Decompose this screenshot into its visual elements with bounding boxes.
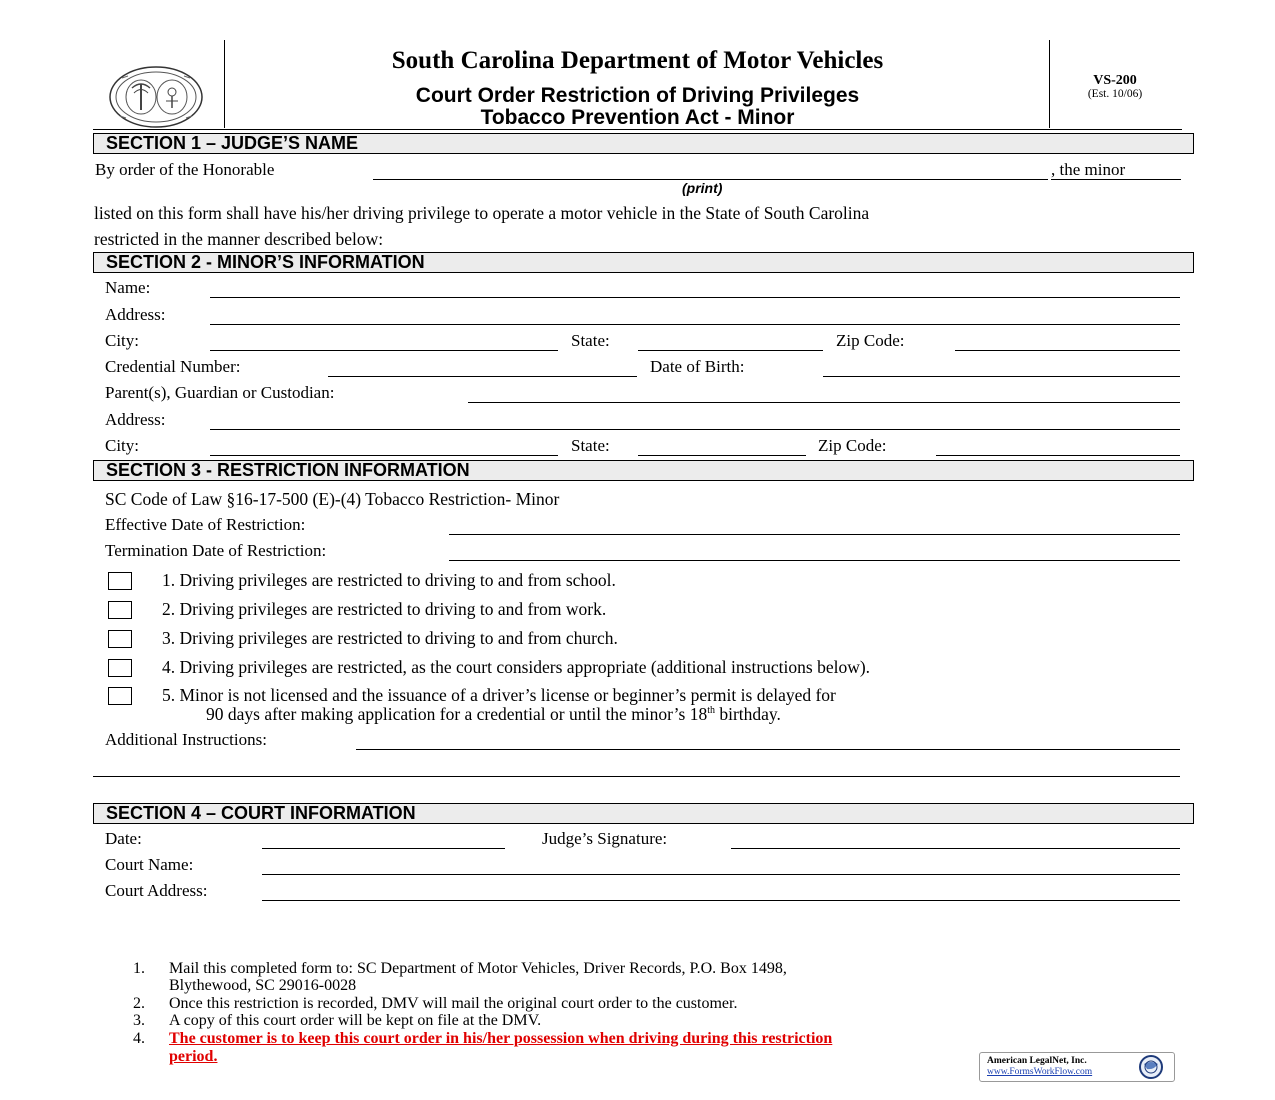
option-delayed-license-cont (206, 704, 781, 725)
option-delayed-license-checkbox[interactable] (108, 687, 132, 705)
legalnet-url[interactable]: www.FormsWorkFlow.com (987, 1067, 1093, 1077)
header-rule (93, 129, 1182, 130)
parent-guardian-field[interactable] (468, 385, 1180, 403)
option-school-label: 1. Driving privileges are restricted to driving to and from school. (162, 570, 616, 590)
option-church-label: 3. Driving privileges are restricted to driving to and from church. (162, 628, 618, 648)
credential-number-field[interactable] (328, 359, 637, 377)
date-label: Date: (105, 829, 142, 848)
court-address-field[interactable] (262, 883, 1180, 901)
judge-signature-label: Judge’s Signature: (542, 829, 668, 848)
option-court-discretion-checkbox[interactable] (108, 659, 132, 677)
additional-instructions-line2[interactable] (93, 776, 1180, 777)
parent-label: Parent(s), Guardian or Custodian: (105, 383, 335, 402)
minor-name-field[interactable] (210, 280, 1180, 298)
judge-signature-field[interactable] (731, 831, 1180, 849)
parent-city-field[interactable] (210, 438, 558, 456)
form-est-date: (Est. 10/06) (1087, 88, 1143, 100)
option-work-checkbox[interactable] (108, 601, 132, 619)
minor-address-field[interactable] (210, 307, 1180, 325)
court-name-field[interactable] (262, 857, 1180, 875)
legalnet-badge[interactable] (979, 1052, 1175, 1082)
court-address-label: Court Address: (105, 881, 208, 900)
effective-date-label: Effective Date of Restriction: (105, 515, 306, 534)
option5-cont-text: 90 days after making application for a credential or until the minor’s 18 (206, 704, 708, 724)
parent-zip-label: Zip Code: (818, 436, 887, 455)
note4-number: 4. (133, 1030, 145, 1047)
court-date-field[interactable] (262, 831, 505, 849)
parent-state-field[interactable] (638, 438, 806, 456)
additional-instructions-label: Additional Instructions: (105, 730, 267, 749)
termination-date-label: Termination Date of Restriction: (105, 541, 327, 560)
parent-zip-field[interactable] (936, 438, 1180, 456)
judge-name-field[interactable] (373, 161, 1048, 180)
termination-date-field[interactable] (449, 543, 1180, 561)
zip-label: Zip Code: (836, 331, 905, 350)
note3-number: 3. (133, 1012, 145, 1029)
minor-zip-field[interactable] (955, 333, 1180, 351)
section1-body-line1: listed on this form shall have his/her driving privilege to operate a motor vehicle in the State of South Carolina (94, 203, 870, 223)
parent-state-label: State: (571, 436, 610, 455)
the-minor-label: , the minor (1051, 160, 1126, 179)
globe-logo-icon (1138, 1054, 1164, 1080)
by-order-label: By order of the Honorable (95, 160, 275, 179)
note4-line2: period. (169, 1048, 218, 1065)
dob-label: Date of Birth: (650, 357, 745, 376)
header-divider-left (224, 40, 225, 128)
legalnet-company: American LegalNet, Inc. (987, 1056, 1087, 1066)
note1-line2: Blythewood, SC 29016-0028 (169, 977, 357, 994)
credential-label: Credential Number: (105, 357, 241, 376)
code-of-law: SC Code of Law §16-17-500 (E)-(4) Tobacco Restriction- Minor (105, 489, 560, 509)
section3-heading: SECTION 3 - RESTRICTION INFORMATION (93, 460, 1194, 481)
option-church-checkbox[interactable] (108, 630, 132, 648)
note1-number: 1. (133, 960, 145, 977)
option-work-label: 2. Driving privileges are restricted to driving to and from work. (162, 599, 607, 619)
minor-city-field[interactable] (210, 333, 558, 351)
agency-name: South Carolina Department of Motor Vehicles (391, 47, 884, 74)
minor-state-field[interactable] (638, 333, 823, 351)
section1-heading: SECTION 1 – JUDGE’S NAME (93, 133, 1194, 154)
option-delayed-license-label: 5. Minor is not licensed and the issuance of a driver’s license or beginner’s permit is delayed for (162, 685, 836, 705)
state-seal-icon (108, 66, 204, 128)
option-court-discretion-label: 4. Driving privileges are restricted, as the court considers appropriate (additional instructions below). (162, 657, 871, 677)
note1-line1: Mail this completed form to: SC Department of Motor Vehicles, Driver Records, P.O. Box 1498, (169, 960, 787, 977)
name-label: Name: (105, 278, 151, 297)
note2-text: Once this restriction is recorded, DMV will mail the original court order to the customer. (169, 995, 738, 1012)
effective-date-field[interactable] (449, 517, 1180, 535)
section1-body-line2: restricted in the manner described below: (94, 229, 384, 249)
note2-number: 2. (133, 995, 145, 1012)
the-minor-rule (1051, 179, 1181, 180)
option-school-checkbox[interactable] (108, 572, 132, 590)
parent-address-field[interactable] (210, 412, 1180, 430)
address-label: Address: (105, 305, 166, 324)
form-subtitle: Tobacco Prevention Act - Minor (480, 106, 795, 129)
city-label: City: (105, 331, 140, 350)
section2-heading: SECTION 2 - MINOR’S INFORMATION (93, 252, 1194, 273)
option5-end-text: birthday. (714, 704, 781, 724)
note4-line1: The customer is to keep this court order in his/her possession when driving during this restriction (169, 1030, 833, 1047)
date-of-birth-field[interactable] (823, 359, 1180, 377)
form-title: Court Order Restriction of Driving Privileges (415, 84, 860, 107)
form-number: VS-200 (1093, 73, 1137, 88)
print-hint: (print) (682, 180, 723, 196)
parent-city-label: City: (105, 436, 140, 455)
additional-instructions-field[interactable] (356, 732, 1180, 750)
court-name-label: Court Name: (105, 855, 194, 874)
note3-text: A copy of this court order will be kept on file at the DMV. (169, 1012, 542, 1029)
parent-address-label: Address: (105, 410, 166, 429)
state-label: State: (571, 331, 610, 350)
header-divider-right (1049, 40, 1050, 128)
section4-heading: SECTION 4 – COURT INFORMATION (93, 803, 1194, 824)
option5-superscript: th (707, 705, 715, 717)
